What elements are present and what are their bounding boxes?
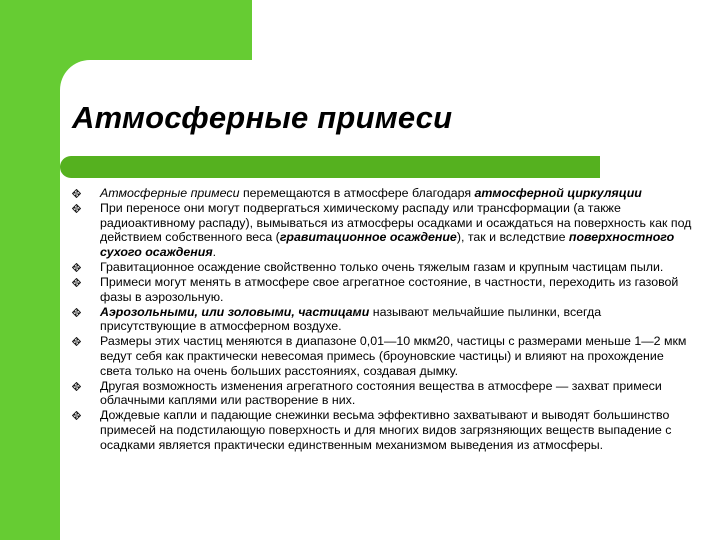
list-item — [72, 260, 692, 275]
list-item — [72, 334, 692, 378]
list-item — [72, 186, 692, 201]
bullet-text-segment: Гравитационное осаждение свойственно только очень тяжелым газам и крупным частицам пыли. — [100, 259, 664, 274]
bullet-list — [72, 186, 692, 453]
list-item — [72, 201, 692, 259]
diamond-bullet-icon — [72, 337, 81, 346]
bullet-text-segment: Размеры этих частиц меняются в диапазоне 0,01—10 мкм20, частицы с размерами меньше 1—2 мкм ведут себя как практически невесомая примесь (броуновские частицы) и влияют на прохождение света только на очень больших расстояниях, создавая дымку. — [100, 334, 687, 378]
diamond-bullet-icon — [72, 263, 81, 272]
bullet-text-segment: Примеси могут менять в атмосфере свое агрегатное состояние, в частности, переходить из газовой фазы в аэрозольную. — [100, 275, 679, 304]
bullet-text-segment: Дождевые капли и падающие снежинки весьма эффективно захватывают и выводят большинство примесей на подстилающую поверхность и для многих видов загрязняющих веществ выпадение с осадками является практически единственным механизмом выведения из атмосферы. — [100, 408, 672, 452]
list-item — [72, 408, 692, 452]
bullet-text-segment: Атмосферные примеси — [100, 186, 240, 200]
diamond-bullet-icon — [72, 189, 81, 198]
bullet-text-segment: атмосферной циркуляции — [474, 186, 642, 200]
diamond-bullet-icon — [72, 411, 81, 420]
list-item — [72, 275, 692, 304]
bullet-text-segment: гравитационное осаждение — [279, 230, 457, 245]
bullet-text-segment: поверхностного сухого осаждения — [100, 230, 675, 259]
bullet-text-segment: Другая возможность изменения агрегатного состояния вещества в атмосфере — захват примеси облачными каплями или растворение в них. — [100, 378, 662, 408]
bullet-text-segment: перемещаются в атмосфере благодаря — [239, 186, 475, 200]
list-item — [72, 305, 692, 334]
bullet-text-segment: называют мельчайшие пылинки, всегда присутствующие в атмосферном воздухе. — [100, 304, 602, 334]
bullet-text-segment: . — [212, 244, 217, 259]
diamond-bullet-icon — [72, 308, 81, 317]
list-item — [72, 379, 692, 408]
bullet-text-segment: Аэрозольными, или золовыми, частицами — [100, 304, 370, 319]
diamond-bullet-icon — [72, 382, 81, 391]
diamond-bullet-icon — [72, 204, 81, 213]
title-underline-bar — [60, 156, 600, 178]
bullet-text-segment: При переносе они могут подвергаться химическому распаду или трансформации (а также радиоактивному распаду), вымываться из атмосферы осадками и осаждаться на поверхность как под действием собственного веса ( — [100, 201, 692, 245]
diamond-bullet-icon — [72, 278, 81, 287]
slide-title: Атмосферные примеси — [72, 100, 453, 135]
bullet-text-segment: ), так и вследствие — [456, 230, 569, 245]
